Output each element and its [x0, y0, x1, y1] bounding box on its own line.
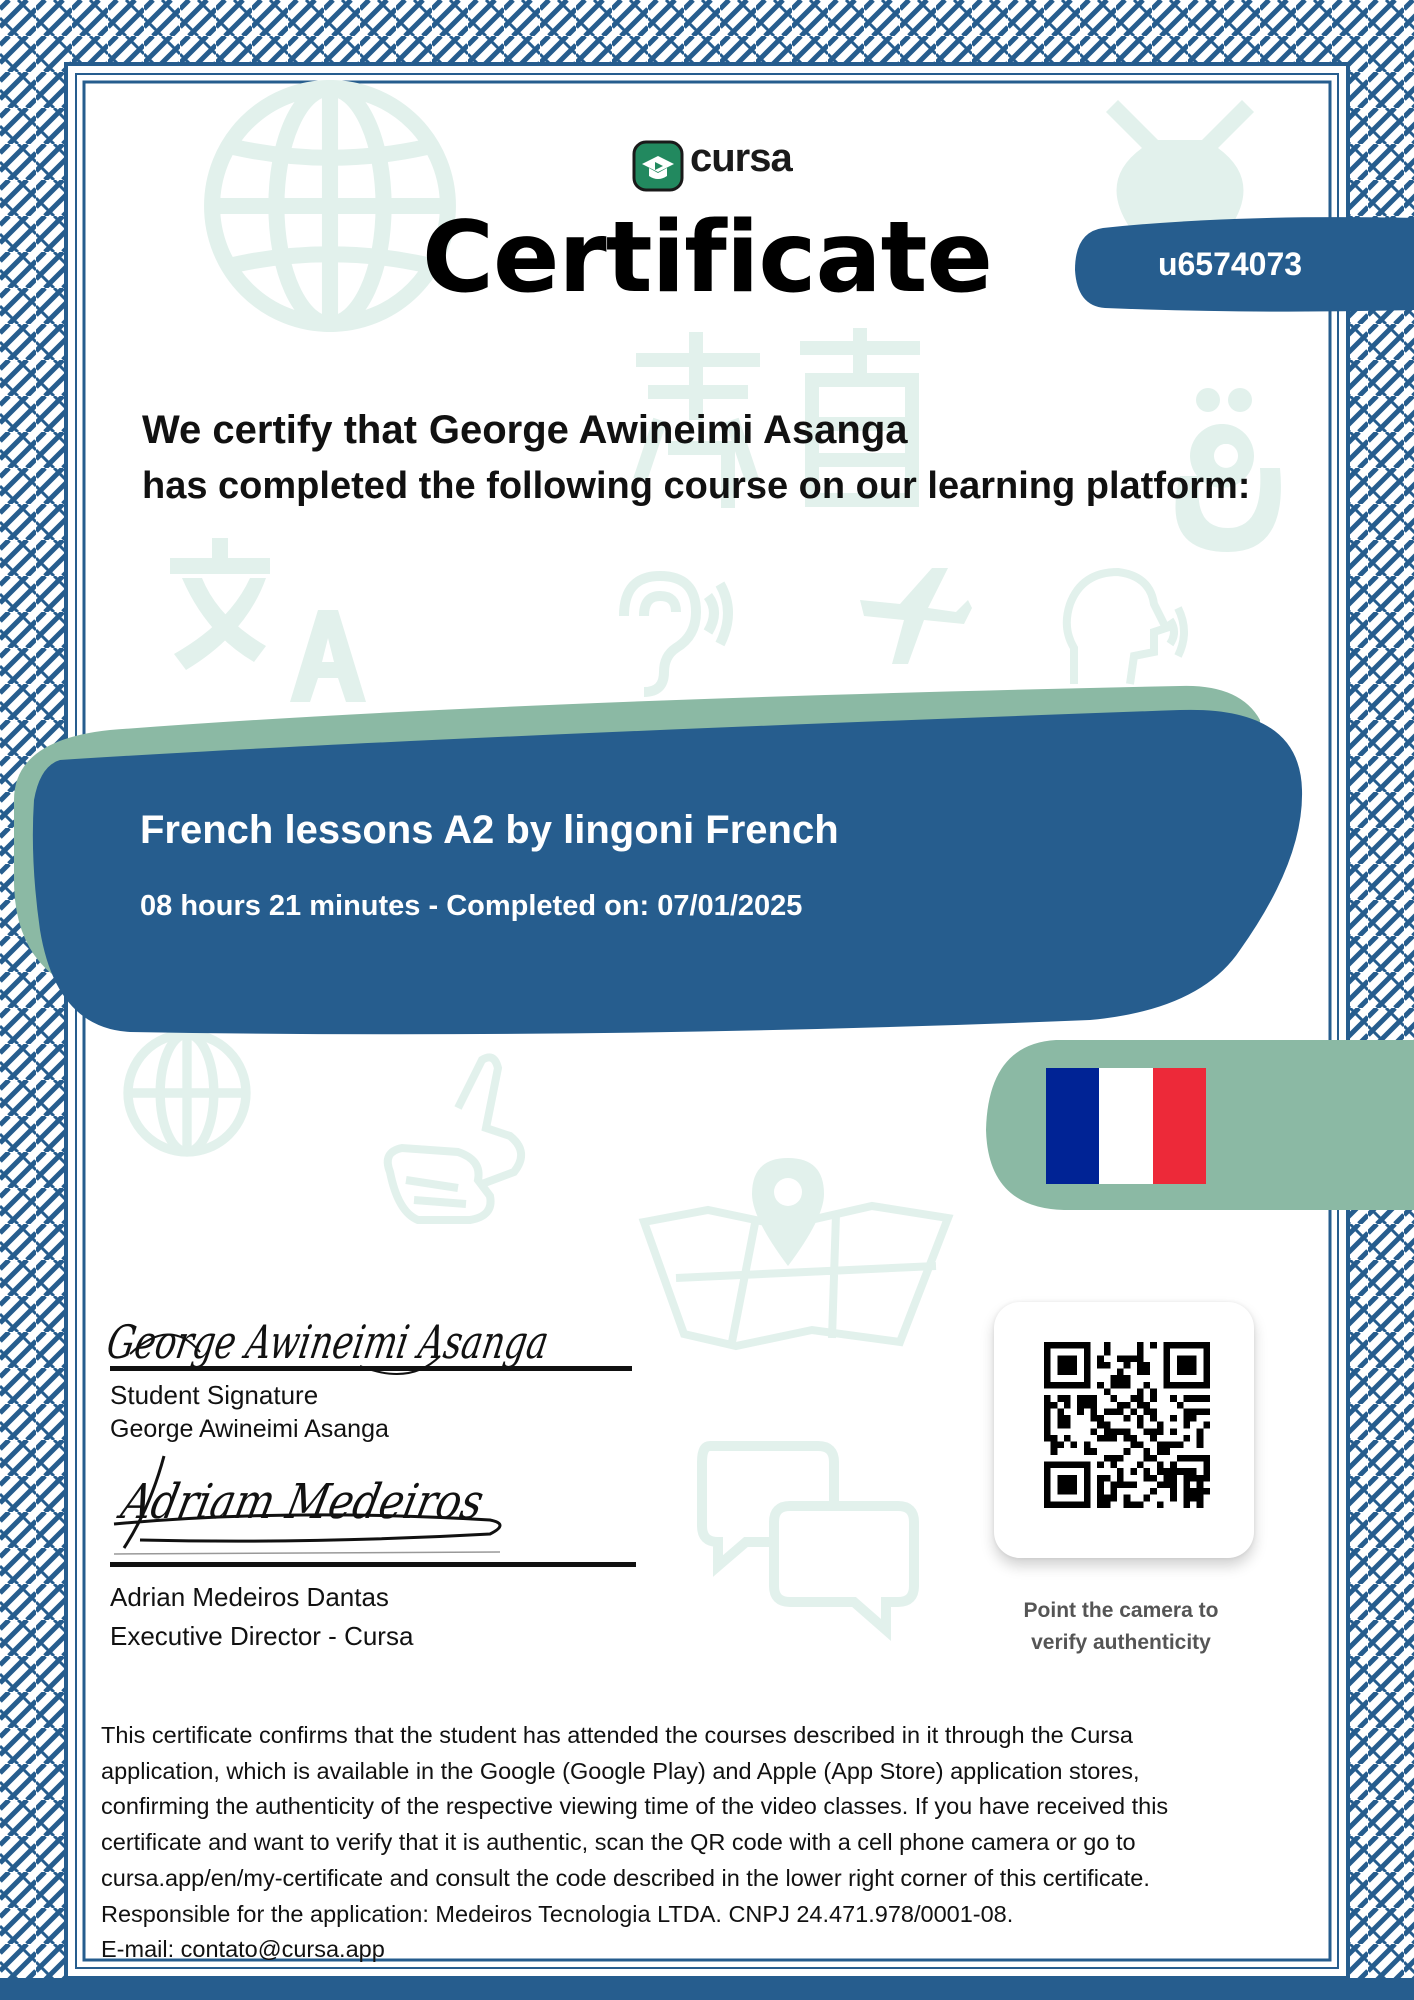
chat-bubbles-watermark-icon — [694, 1438, 920, 1638]
student-signature-line — [110, 1366, 632, 1371]
ear-watermark-icon — [600, 568, 730, 698]
france-flag-icon — [1046, 1068, 1206, 1184]
qr-code-image[interactable] — [1044, 1342, 1210, 1508]
student-name-below-signature: George Awineimi Asanga — [110, 1415, 389, 1443]
certify-prefix: We certify that — [142, 408, 417, 452]
speaking-head-watermark-icon — [1062, 568, 1192, 688]
disclaimer-line: confirming the authenticity of the respective viewing time of the video classes. If you have received this — [101, 1793, 1169, 1820]
director-signature-script: Adriam Medeiros — [116, 1474, 550, 1530]
flag-stripe-white — [1099, 1068, 1152, 1184]
flag-stripe-red — [1153, 1068, 1206, 1184]
student-signature-image — [103, 1296, 698, 1386]
director-role: Executive Director - Cursa — [110, 1621, 414, 1651]
certificate-disclaimer — [101, 1718, 1331, 1968]
cursa-logo-text: cursa — [690, 136, 792, 180]
director-name: Adrian Medeiros Dantas — [110, 1582, 389, 1612]
disclaimer-line: Responsible for the application: Medeiros Tecnologia LTDA. CNPJ 24.471.978/0001-08. — [101, 1900, 1014, 1927]
disclaimer-line: certificate and want to verify that it is authentic, scan the QR code with a cell phone camera or go to — [101, 1829, 1136, 1856]
disclaimer-line: E-mail: contato@cursa.app — [101, 1936, 385, 1963]
course-duration-completion: 08 hours 21 minutes - Completed on: 07/01/2025 — [140, 890, 803, 922]
map-pin-watermark-icon — [636, 1158, 956, 1348]
student-signature-script: George Awineimi Asanga — [103, 1315, 698, 1369]
director-signature-line — [110, 1562, 636, 1567]
airplane-watermark-icon — [852, 560, 972, 670]
disclaimer-line: This certificate confirms that the student has attended the courses described in it through the Cursa — [101, 1722, 1133, 1748]
certificate-code: u6574073 — [1157, 246, 1303, 282]
certificate-title: Certificate — [422, 201, 992, 315]
certification-statement — [142, 408, 908, 453]
cursa-logo-icon — [632, 140, 684, 192]
student-name: George Awineimi Asanga — [428, 408, 908, 452]
director-signature-image — [110, 1448, 550, 1560]
qr-caption-line1: Point the camera to — [1023, 1599, 1219, 1622]
completion-statement: has completed the following course on our learning platform: — [142, 465, 1251, 507]
student-signature-label: Student Signature — [110, 1380, 319, 1410]
disclaimer-line: application, which is available in the Google (Google Play) and Apple (App Store) application stores, — [101, 1757, 1140, 1784]
course-title: French lessons A2 by lingoni French — [140, 808, 839, 852]
course-banner — [0, 680, 1320, 1060]
flag-stripe-blue — [1046, 1068, 1099, 1184]
sign-language-hand-watermark-icon — [378, 1048, 558, 1238]
disclaimer-line: cursa.app/en/my-certificate and consult the code described in the lower right corner of this certificate. — [101, 1864, 1150, 1891]
qr-caption-line2: verify authenticity — [1031, 1630, 1211, 1654]
qr-caption — [994, 1595, 1248, 1658]
